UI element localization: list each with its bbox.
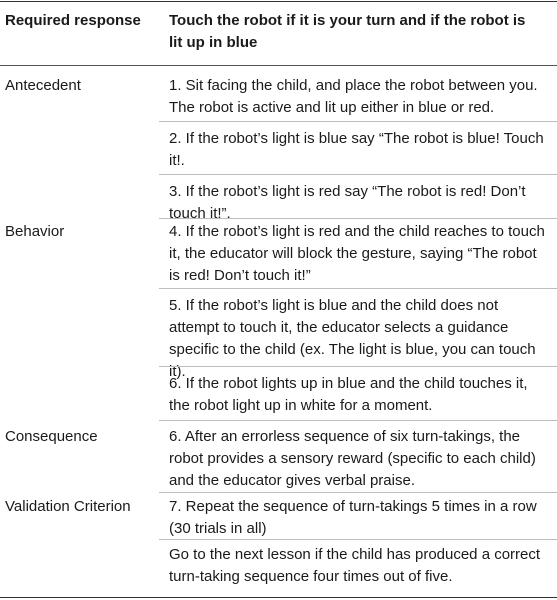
- header-rule: [0, 65, 557, 66]
- consequence-item-6: 6. After an errorless sequence of six turn-takings, the robot provides a sensory reward (specific to each child) and the educator gives verbal praise.: [169, 428, 536, 489]
- header-required-response: Required response: [5, 12, 141, 29]
- antecedent-item-2: 2. If the robot’s light is blue say “The robot is blue! Touch it!.: [169, 130, 544, 169]
- divider: [159, 366, 557, 367]
- behavior-item-4: 4. If the robot’s light is red and the child reaches to touch it, the educator will block the gesture, saying “The robot is red! Don’t touch it!”: [169, 223, 545, 284]
- divider: [159, 539, 557, 540]
- header-instruction: Touch the robot if it is your turn and if the robot is lit up in blue: [169, 12, 526, 51]
- behavior-item-5: 5. If the robot’s light is blue and the child does not attempt to touch it, the educator selects a guidance specific to the child (ex. The light is blue, you can touch it).: [169, 297, 536, 380]
- table-bottom-rule: [0, 597, 557, 598]
- row-label-validation-criterion: Validation Criterion: [5, 498, 131, 515]
- divider: [159, 174, 557, 175]
- divider: [159, 121, 557, 122]
- divider: [159, 288, 557, 289]
- validation-item-7: 7. Repeat the sequence of turn-takings 5 times in a row (30 trials in all): [169, 498, 537, 537]
- divider: [159, 218, 557, 219]
- table-top-rule: [0, 1, 557, 2]
- antecedent-item-3: 3. If the robot’s light is red say “The robot is red! Don’t touch it!”.: [169, 183, 526, 222]
- behavior-item-6: 6. If the robot lights up in blue and the child touches it, the robot light up in white for a moment.: [169, 375, 528, 414]
- divider: [159, 420, 557, 421]
- divider: [159, 492, 557, 493]
- antecedent-item-1: 1. Sit facing the child, and place the robot between you. The robot is active and lit up either in blue or red.: [169, 77, 538, 116]
- row-label-behavior: Behavior: [5, 223, 65, 240]
- row-label-antecedent: Antecedent: [5, 77, 81, 94]
- row-label-consequence: Consequence: [5, 428, 98, 445]
- validation-next-lesson: Go to the next lesson if the child has produced a correct turn-taking sequence four times out of five.: [169, 546, 541, 585]
